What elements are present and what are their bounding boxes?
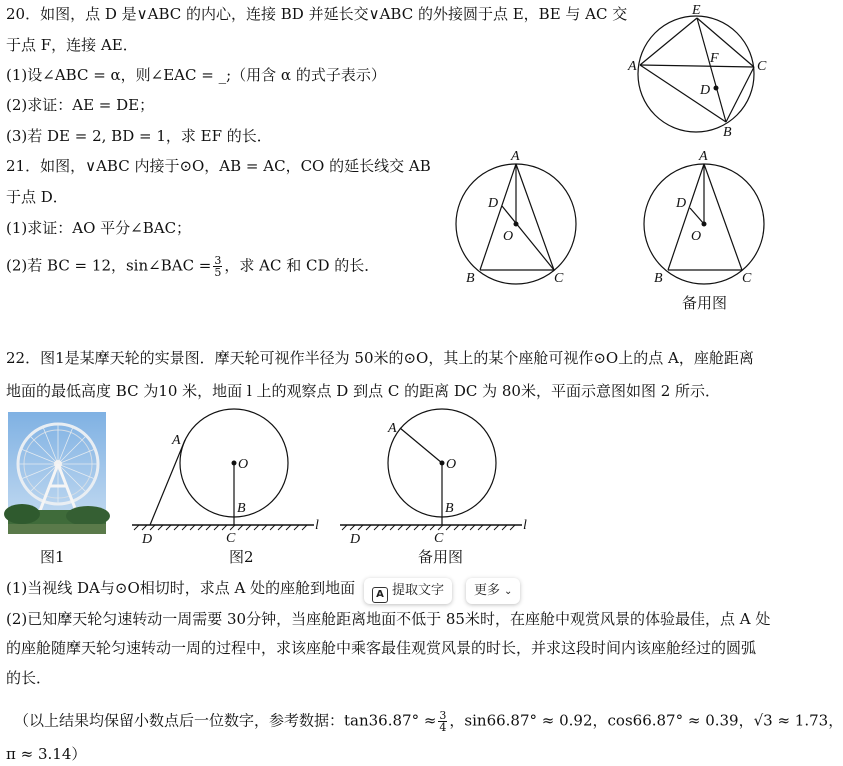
fig2-caption: 图2 [229, 548, 254, 566]
q21-backup-point-O [702, 222, 707, 227]
q21-label-B: B [466, 271, 475, 286]
backup22-label-C: C [434, 531, 444, 546]
q21-backup-seg-DO [690, 208, 704, 224]
backup22-label-B: B [445, 501, 454, 516]
fig2-label-l: l [315, 518, 319, 533]
q21-seg-AC [516, 164, 554, 270]
fig2-label-B: B [237, 501, 246, 516]
q21-backup-seg-AC [704, 164, 742, 270]
q21-fraction [213, 255, 222, 278]
q22-note-fraction [438, 710, 447, 733]
fig1-caption: 图1 [40, 548, 65, 566]
q21-label-A: A [511, 149, 520, 164]
q21-part1: (1)求证：AO 平分∠BAC； [6, 219, 192, 237]
backup22-label-D: D [350, 532, 361, 547]
fig2-label-D: D [142, 532, 153, 547]
q20-label-A: A [628, 59, 637, 74]
q22-figure2 [130, 406, 330, 546]
q21-part2 [6, 255, 379, 278]
q22-note-frac-den: 4 [439, 721, 447, 734]
q22-part1: (1)当视线 DA与⊙O相切时，求点 A 处的座舱到地面 [6, 579, 356, 597]
q20-line1: 20．如图，点 D 是∨ABC 的内心，连接 BD 并延长交∨ABC 的外接圆于点 E，BE 与 AC 交 [6, 5, 628, 23]
q21-figure [440, 148, 600, 290]
q22-backup-figure [338, 406, 538, 546]
q22-note-pre: （以上结果均保留小数点后一位数字，参考数据：tan36.87° ≈ [14, 711, 437, 730]
ferris-wheel-photo [8, 412, 106, 534]
q22-line1: 22．图1是某摩天轮的实景图．摩天轮可视作半径为 50米的⊙O，其上的某个座舱可视作⊙O上的点 A，座舱距离 [6, 349, 754, 367]
fig2-label-O: O [238, 457, 249, 472]
q21-backup-label-O: O [691, 229, 702, 244]
chevron-down-icon: ⌄ [504, 586, 513, 597]
extract-text-button[interactable] [364, 578, 452, 604]
backup22-seg-OA [400, 428, 442, 463]
backup22-ground-hatch [342, 525, 515, 530]
q20-figure [620, 0, 800, 150]
backup22-label-l: l [523, 518, 527, 533]
q21-line2: 于点 D． [6, 188, 68, 206]
q22-note [14, 710, 843, 733]
q20-label-F: F [710, 51, 719, 66]
ferris-wheel-photo-art [8, 412, 106, 534]
q22-note-post: ，sin66.87° ≈ 0.92，cos66.87° ≈ 0.39，√3 ≈ 1.73， [449, 711, 843, 730]
q20-label-C: C [757, 59, 767, 74]
more-button[interactable] [466, 578, 520, 604]
q20-label-B: B [723, 125, 732, 140]
q20-point-D [714, 86, 719, 91]
q21-part2-post: ，求 AC 和 CD 的长． [224, 256, 380, 275]
q20-label-E: E [692, 3, 701, 18]
q21-frac-num: 3 [214, 254, 222, 267]
q20-line2: 于点 F，连接 AE． [6, 36, 138, 54]
q21-label-O: O [503, 229, 514, 244]
q21-frac-den: 5 [214, 266, 222, 279]
q21-backup-label-C: C [742, 271, 752, 286]
extract-text-label: 提取文字 [392, 583, 445, 598]
q22-part2-line1: (2)已知摩天轮匀速转动一周需要 30分钟，当座舱距离地面不低于 85米时，在座舱中观赏风景的体验最佳，点 A 处 [6, 610, 771, 628]
backup22-label-A: A [388, 421, 397, 436]
q22-part2-line3: 的长． [6, 669, 52, 687]
q21-backup-figure [626, 148, 786, 290]
q21-backup-label-D: D [676, 196, 687, 211]
extract-text-icon: A [372, 587, 388, 603]
q22-note-last: π ≈ 3.14） [6, 745, 87, 763]
q21-backup-caption: 备用图 [682, 294, 728, 312]
q20-part1: (1)设∠ABC = α，则∠EAC = _;（用含 α 的式子表示） [6, 66, 386, 84]
q20-seg-AC [640, 65, 754, 67]
q21-line1: 21．如图，∨ABC 内接于⊙O，AB = AC，CO 的延长线交 AB [6, 157, 431, 175]
q21-backup-label-A: A [699, 149, 708, 164]
q20-label-D: D [700, 83, 711, 98]
q22-note-frac-num: 3 [439, 709, 447, 722]
fig2-seg-DA [150, 440, 185, 525]
q22-part2-line2: 的座舱随摩天轮匀速转动一周的过程中，求该座舱中乘客最佳观赏风景的时长，并求这段时间内该座舱经过的圆弧 [6, 639, 757, 657]
q21-label-C: C [554, 271, 564, 286]
q20-part2: (2)求证：AE = DE； [6, 96, 155, 114]
q22-backup-caption: 备用图 [418, 548, 464, 566]
q20-circumcircle [638, 16, 754, 132]
q21-part2-pre: (2)若 BC = 12，sin∠BAC = [6, 256, 212, 275]
backup22-label-O: O [446, 457, 457, 472]
q22-line2: 地面的最低高度 BC 为10 米，地面 l 上的观察点 D 到点 C 的距离 DC 为 80米，平面示意图如图 2 所示． [6, 382, 721, 400]
fig2-label-A: A [172, 433, 181, 448]
q20-seg-EC [697, 18, 754, 67]
fig2-label-C: C [226, 531, 236, 546]
q21-point-O [514, 222, 519, 227]
q21-backup-label-B: B [654, 271, 663, 286]
fig2-ground-hatch [134, 525, 307, 530]
q20-seg-EB [697, 18, 726, 122]
q21-label-D: D [488, 196, 499, 211]
q20-part3: (3)若 DE = 2, BD = 1，求 EF 的长． [6, 127, 272, 145]
more-label: 更多 [474, 583, 501, 598]
